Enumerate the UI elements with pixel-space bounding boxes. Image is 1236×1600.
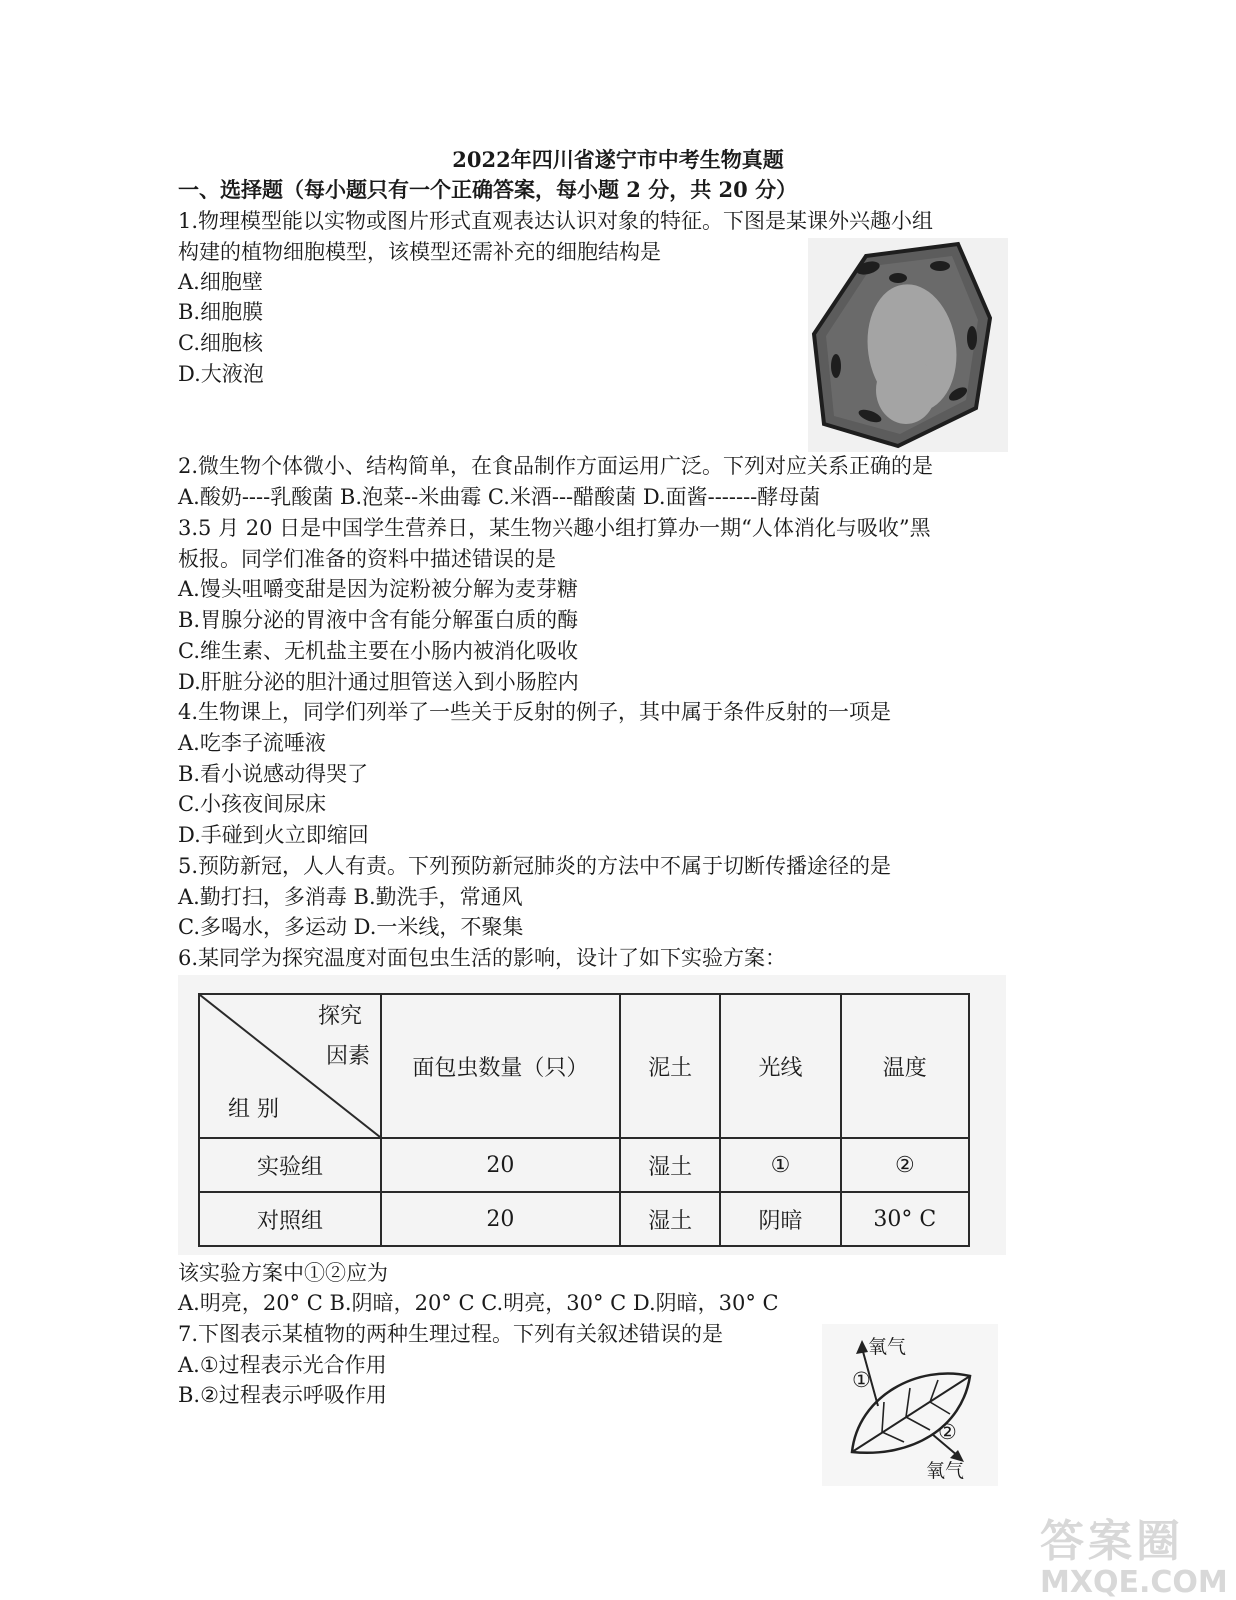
leaf-process-figure <box>822 1324 998 1486</box>
watermark-bottom-text: MXQE.COM <box>1040 1565 1228 1600</box>
table-cell: 20 <box>381 1192 620 1246</box>
q1-option-b: B.细胞膜 <box>178 300 264 324</box>
experiment-table-image <box>178 975 1006 1255</box>
q1-option-d: D.大液泡 <box>178 362 264 386</box>
q3-stem-line2: 板报。同学们准备的资料中描述错误的是 <box>178 547 556 571</box>
q4-stem: 4.生物课上，同学们列举了一些关于反射的例子，其中属于条件反射的一项是 <box>178 700 892 724</box>
table-cell: 湿土 <box>620 1138 721 1192</box>
q7-stem: 7.下图表示某植物的两种生理过程。下列有关叙述错误的是 <box>178 1322 724 1346</box>
experiment-table <box>198 993 970 1247</box>
q1-stem-line1: 1.物理模型能以实物或图片形式直观表达认识对象的特征。下图是某课外兴趣小组 <box>178 209 934 233</box>
table-corner-cell <box>199 994 381 1138</box>
q1-option-c: C.细胞核 <box>178 331 263 355</box>
q4-option-d: D.手碰到火立即缩回 <box>178 823 369 847</box>
header-light: 光线 <box>720 994 840 1138</box>
plant-cell-model-image <box>808 238 1008 452</box>
row-group-label: 对照组 <box>199 1192 381 1246</box>
row-group-label: 实验组 <box>199 1138 381 1192</box>
q4-option-a: A.吃李子流唾液 <box>178 731 326 755</box>
q6-stem: 6.某同学为探究温度对面包虫生活的影响，设计了如下实验方案： <box>178 946 787 970</box>
site-watermark <box>1040 1505 1228 1600</box>
corner-label-top: 探究 <box>317 1004 362 1029</box>
corner-label-mid: 因素 <box>325 1044 370 1069</box>
q5-options-ab: A.勤打扫，多消毒 B.勤洗手，常通风 <box>178 885 523 909</box>
table-row <box>199 1192 969 1246</box>
table-cell: ① <box>720 1138 840 1192</box>
q2-stem: 2.微生物个体微小、结构简单，在食品制作方面运用广泛。下列对应关系正确的是 <box>178 454 934 478</box>
q6-question: 该实验方案中①②应为 <box>178 1261 388 1285</box>
header-temperature: 温度 <box>841 994 969 1138</box>
q7-option-a: A.①过程表示光合作用 <box>178 1353 387 1377</box>
q5-options-cd: C.多喝水，多运动 D.一米线，不聚集 <box>178 915 524 939</box>
q3-option-a: A.馒头咀嚼变甜是因为淀粉被分解为麦芽糖 <box>178 577 578 601</box>
corner-label-bottom: 组 别 <box>228 1097 279 1122</box>
q5-stem: 5.预防新冠，人人有责。下列预防新冠肺炎的方法中不属于切断传播途径的是 <box>178 854 892 878</box>
process-marker-1: ① <box>852 1368 871 1392</box>
table-cell: ② <box>841 1138 969 1192</box>
page-title: 2022年四川省遂宁市中考生物真题 <box>452 147 784 172</box>
q3-option-d: D.肝脏分泌的胆汁通过胆管送入到小肠腔内 <box>178 670 579 694</box>
header-soil: 泥土 <box>620 994 721 1138</box>
q1-option-a: A.细胞壁 <box>178 270 263 294</box>
q4-option-b: B.看小说感动得哭了 <box>178 762 369 786</box>
oxygen-label-bottom: 氧气 <box>926 1460 965 1482</box>
section-heading: 一、选择题（每小题只有一个正确答案，每小题 2 分，共 20 分） <box>178 177 798 202</box>
q3-option-c: C.维生素、无机盐主要在小肠内被消化吸收 <box>178 639 578 663</box>
q2-options: A.酸奶----乳酸菌 B.泡菜--米曲霉 C.米酒---醋酸菌 D.面酱-------酵母菌 <box>178 485 821 509</box>
q4-option-c: C.小孩夜间尿床 <box>178 792 326 816</box>
process-marker-2: ② <box>938 1420 957 1444</box>
table-cell: 20 <box>381 1138 620 1192</box>
watermark-top-text: 答案圈 <box>1040 1516 1184 1567</box>
oxygen-label-top: 氧气 <box>868 1336 907 1358</box>
q1-stem-line2: 构建的植物细胞模型，该模型还需补充的细胞结构是 <box>178 240 661 264</box>
table-cell: 阴暗 <box>720 1192 840 1246</box>
header-count: 面包虫数量（只） <box>381 994 620 1138</box>
table-cell: 湿土 <box>620 1192 721 1246</box>
table-cell: 30° C <box>841 1192 969 1246</box>
table-row <box>199 1138 969 1192</box>
q6-options: A.明亮，20° C B.阴暗，20° C C.明亮，30° C D.阴暗，30° C <box>178 1291 779 1315</box>
q7-option-b: B.②过程表示呼吸作用 <box>178 1383 387 1407</box>
q3-option-b: B.胃腺分泌的胃液中含有能分解蛋白质的酶 <box>178 608 579 632</box>
table-header-row <box>199 994 969 1138</box>
q3-stem-line1: 3.5 月 20 日是中国学生营养日，某生物兴趣小组打算办一期“人体消化与吸收”黑 <box>178 516 931 540</box>
